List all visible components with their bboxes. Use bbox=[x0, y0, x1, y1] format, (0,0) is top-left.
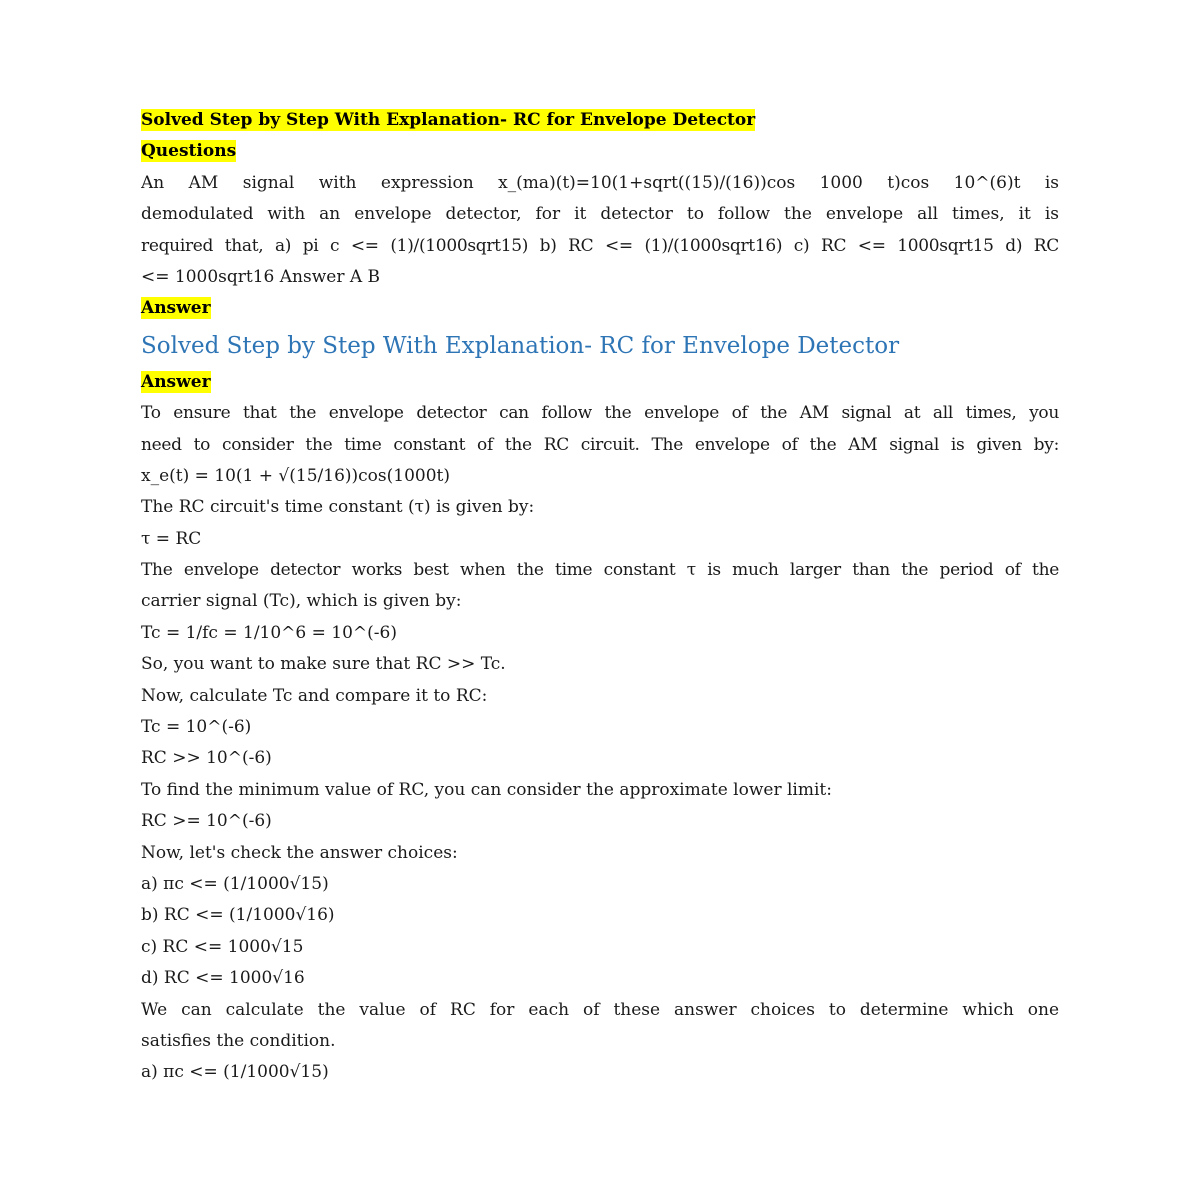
equation-line: Tc = 10^(-6) bbox=[141, 717, 252, 738]
question-line: An AM signal with expression x_(ma)(t)=10(1+sqrt((15)/(16))cos 1000 t)cos 10^(6)t is bbox=[141, 172, 1059, 193]
choice-line: a) πc <= (1/1000√15) bbox=[141, 1062, 329, 1083]
section-heading: Solved Step by Step With Explanation- RC for Envelope Detector bbox=[141, 332, 900, 359]
choice-line: a) πc <= (1/1000√15) bbox=[141, 873, 329, 894]
question-line: required that, a) pi c <= (1)/(1000sqrt15) b) RC <= (1)/(1000sqrt16) c) RC <= 1000sqrt15 d) RC bbox=[141, 235, 1059, 256]
answer-label-line bbox=[141, 367, 1059, 398]
question-line: demodulated with an envelope detector, for it detector to follow the envelope all times, it is bbox=[141, 204, 1059, 225]
body-line: The RC circuit's time constant (τ) is given by: bbox=[141, 497, 535, 518]
title-highlight: Solved Step by Step With Explanation- RC for Envelope Detector bbox=[141, 110, 756, 130]
questions-label-line bbox=[141, 136, 1059, 167]
equation-line: RC >> 10^(-6) bbox=[141, 748, 272, 769]
body-line: We can calculate the value of RC for each of these answer choices to determine which one bbox=[141, 999, 1059, 1020]
title-line bbox=[141, 105, 1059, 136]
choice-line: c) RC <= 1000√15 bbox=[141, 936, 304, 957]
answer-label-line bbox=[141, 293, 1059, 324]
choice-line: b) RC <= (1/1000√16) bbox=[141, 905, 335, 926]
answer-label: Answer bbox=[141, 371, 211, 392]
questions-label: Questions bbox=[141, 141, 237, 162]
body-line: The envelope detector works best when the time constant τ is much larger than the period of the bbox=[141, 560, 1059, 581]
body-line: So, you want to make sure that RC >> Tc. bbox=[141, 654, 506, 675]
body-line: Now, let's check the answer choices: bbox=[141, 842, 458, 863]
body-line: To find the minimum value of RC, you can consider the approximate lower limit: bbox=[141, 779, 832, 800]
body-line: To ensure that the envelope detector can follow the envelope of the AM signal at all times, you bbox=[141, 403, 1059, 424]
question-line: <= 1000sqrt16 Answer A B bbox=[141, 266, 381, 287]
body-line: satisfies the condition. bbox=[141, 1030, 336, 1051]
answer-label: Answer bbox=[141, 298, 211, 319]
document-page bbox=[141, 105, 1059, 1089]
body-line: need to consider the time constant of the RC circuit. The envelope of the AM signal is given by: bbox=[141, 434, 1059, 455]
equation-line: Tc = 1/fc = 1/10^6 = 10^(-6) bbox=[141, 622, 397, 643]
equation-line: x_e(t) = 10(1 + √(15/16))cos(1000t) bbox=[141, 465, 450, 486]
equation-line: τ = RC bbox=[141, 528, 202, 549]
choice-line: d) RC <= 1000√16 bbox=[141, 968, 305, 989]
body-line: carrier signal (Tc), which is given by: bbox=[141, 591, 462, 612]
equation-line: RC >= 10^(-6) bbox=[141, 811, 272, 832]
body-line: Now, calculate Tc and compare it to RC: bbox=[141, 685, 488, 706]
